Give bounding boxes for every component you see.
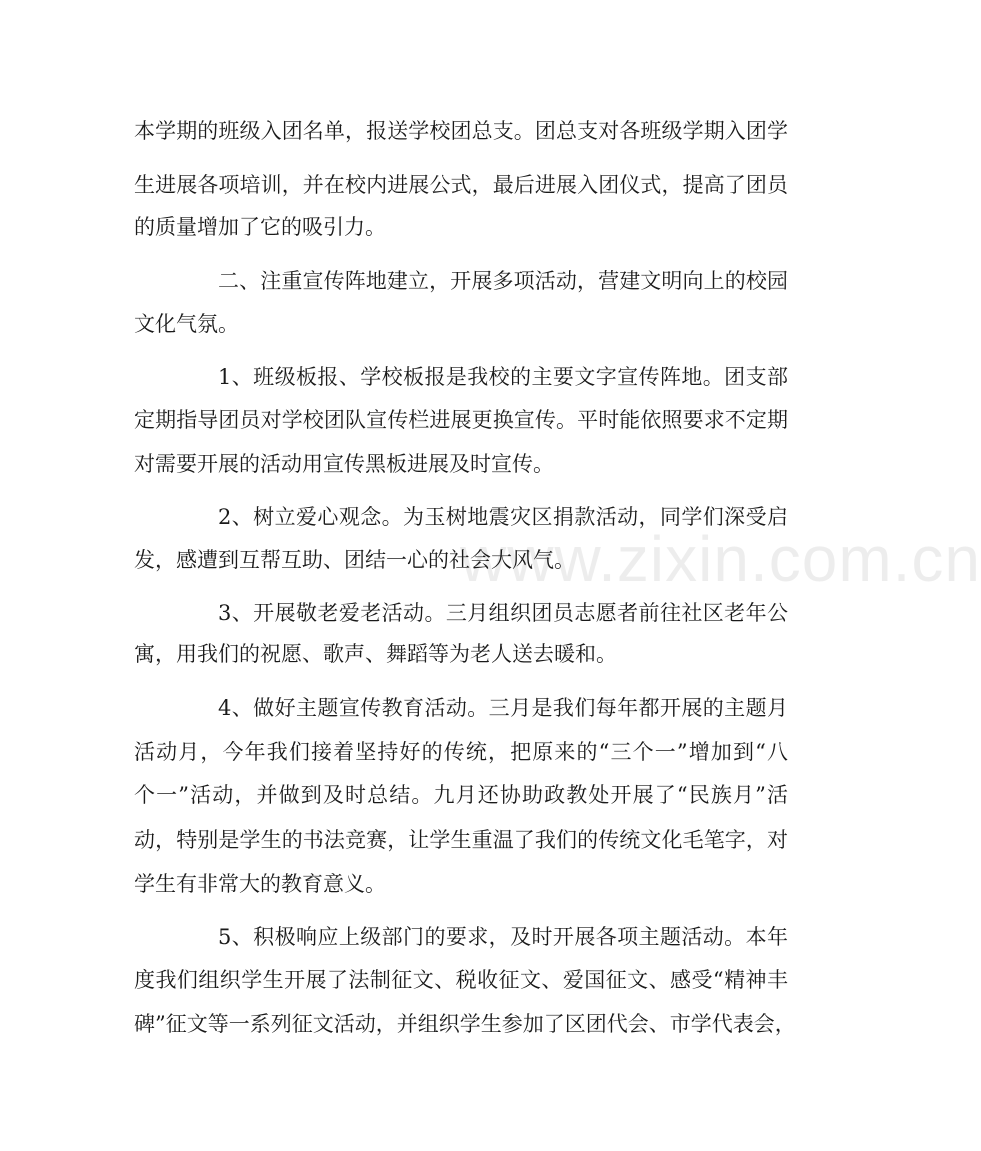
paragraph-line: 对需要开展的活动用宣传黑板进展及时宣传。 — [134, 452, 554, 476]
paragraph-line: 的质量增加了它的吸引力。 — [134, 215, 386, 239]
paragraph-line: 度我们组织学生开展了法制征文、税收征文、爱国征文、感受“精神丰 — [134, 968, 788, 992]
paragraph-line: 碑”征文等一系列征文活动，并组织学生参加了区团代会、市学代表会， — [134, 1012, 796, 1036]
paragraph-line: 5、积极响应上级部门的要求，及时开展各项主题活动。本年 — [218, 925, 788, 949]
paragraph-line: 文化气氛。 — [134, 312, 239, 336]
paragraph-line: 活动月，今年我们接着坚持好的传统，把原来的“三个一”增加到“八 — [134, 740, 788, 764]
paragraph-line: 动，特别是学生的书法竞赛，让学生重温了我们的传统文化毛笔字，对 — [134, 828, 788, 852]
paragraph-line: 个一”活动，并做到及时总结。九月还协助政教处开展了“民族月”活 — [134, 783, 788, 807]
paragraph-line: 生进展各项培训，并在校内进展公式，最后进展入团仪式，提高了团员 — [134, 173, 788, 197]
paragraph-line: 学生有非常大的教育意义。 — [134, 872, 386, 896]
paragraph-line: 4、做好主题宣传教育活动。三月是我们每年都开展的主题月 — [218, 696, 788, 720]
watermark: www.zixin.com.cn — [460, 523, 981, 595]
paragraph-line: 1、班级板报、学校板报是我校的主要文字宣传阵地。团支部 — [218, 365, 788, 389]
paragraph-line: 发，感遭到互帮互助、团结一心的社会大风气。 — [134, 548, 575, 572]
paragraph-line: 二、注重宣传阵地建立，开展多项活动，营建文明向上的校园 — [218, 269, 788, 293]
paragraph-line: 3、开展敬老爱老活动。三月组织团员志愿者前往社区老年公 — [218, 601, 788, 625]
paragraph-line: 定期指导团员对学校团队宣传栏进展更换宣传。平时能依照要求不定期 — [134, 408, 788, 432]
paragraph-line: 本学期的班级入团名单，报送学校团总支。团总支对各班级学期入团学 — [134, 119, 788, 143]
paragraph-line: 2、树立爱心观念。为玉树地震灾区捐款活动，同学们深受启 — [218, 505, 788, 529]
paragraph-line: 寓，用我们的祝愿、歌声、舞蹈等为老人送去暖和。 — [134, 642, 617, 666]
